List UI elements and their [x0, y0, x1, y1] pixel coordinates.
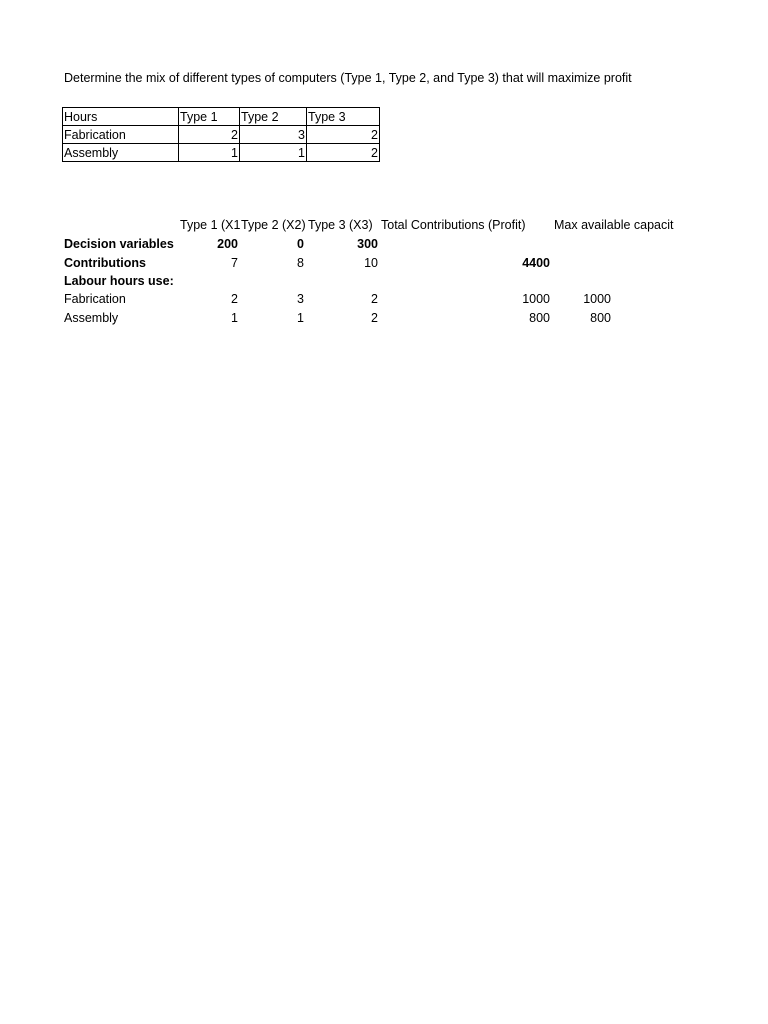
row-label-assembly[interactable]: Assembly — [63, 144, 179, 162]
fabrication-label[interactable]: Fabrication — [64, 292, 126, 306]
contribution-x2[interactable]: 8 — [297, 256, 304, 270]
hours-table — [62, 107, 380, 162]
decision-x3[interactable]: 300 — [357, 237, 378, 251]
fabrication-x1[interactable]: 2 — [231, 292, 238, 306]
table-row — [63, 126, 380, 144]
fabrication-type3[interactable]: 2 — [307, 126, 380, 144]
assembly-type2[interactable]: 1 — [240, 144, 307, 162]
fabrication-type1[interactable]: 2 — [179, 126, 240, 144]
fabrication-x3[interactable]: 2 — [371, 292, 378, 306]
contribution-x3[interactable]: 10 — [364, 256, 378, 270]
total-profit[interactable]: 4400 — [522, 256, 550, 270]
header-type3[interactable]: Type 3 — [307, 108, 380, 126]
assembly-x2[interactable]: 1 — [297, 311, 304, 325]
header-type2[interactable]: Type 2 — [240, 108, 307, 126]
table-row — [63, 144, 380, 162]
contributions-label[interactable]: Contributions — [64, 256, 146, 270]
header-type3-x3[interactable]: Type 3 (X3) — [308, 218, 373, 232]
fabrication-x2[interactable]: 3 — [297, 292, 304, 306]
header-hours[interactable]: Hours — [63, 108, 179, 126]
header-type1-x1[interactable]: Type 1 (X1 — [180, 218, 241, 232]
decision-x2[interactable]: 0 — [297, 237, 304, 251]
fabrication-max[interactable]: 1000 — [583, 292, 611, 306]
fabrication-type2[interactable]: 3 — [240, 126, 307, 144]
header-type1[interactable]: Type 1 — [179, 108, 240, 126]
labour-hours-label[interactable]: Labour hours use: — [64, 274, 174, 288]
assembly-used[interactable]: 800 — [529, 311, 550, 325]
page-title: Determine the mix of different types of computers (Type 1, Type 2, and Type 3) that will maximize profit — [64, 71, 632, 85]
fabrication-used[interactable]: 1000 — [522, 292, 550, 306]
assembly-x1[interactable]: 1 — [231, 311, 238, 325]
header-type2-x2[interactable]: Type 2 (X2) — [241, 218, 306, 232]
decision-x1[interactable]: 200 — [217, 237, 238, 251]
assembly-type1[interactable]: 1 — [179, 144, 240, 162]
decision-variables-label[interactable]: Decision variables — [64, 237, 174, 251]
assembly-max[interactable]: 800 — [590, 311, 611, 325]
header-total-contributions[interactable]: Total Contributions (Profit) — [381, 218, 526, 232]
assembly-label[interactable]: Assembly — [64, 311, 119, 325]
header-max-capacity[interactable]: Max available capacit — [554, 218, 674, 232]
assembly-type3[interactable]: 2 — [307, 144, 380, 162]
row-label-fabrication[interactable]: Fabrication — [63, 126, 179, 144]
contribution-x1[interactable]: 7 — [231, 256, 238, 270]
table-header-row — [63, 108, 380, 126]
assembly-x3[interactable]: 2 — [371, 311, 378, 325]
